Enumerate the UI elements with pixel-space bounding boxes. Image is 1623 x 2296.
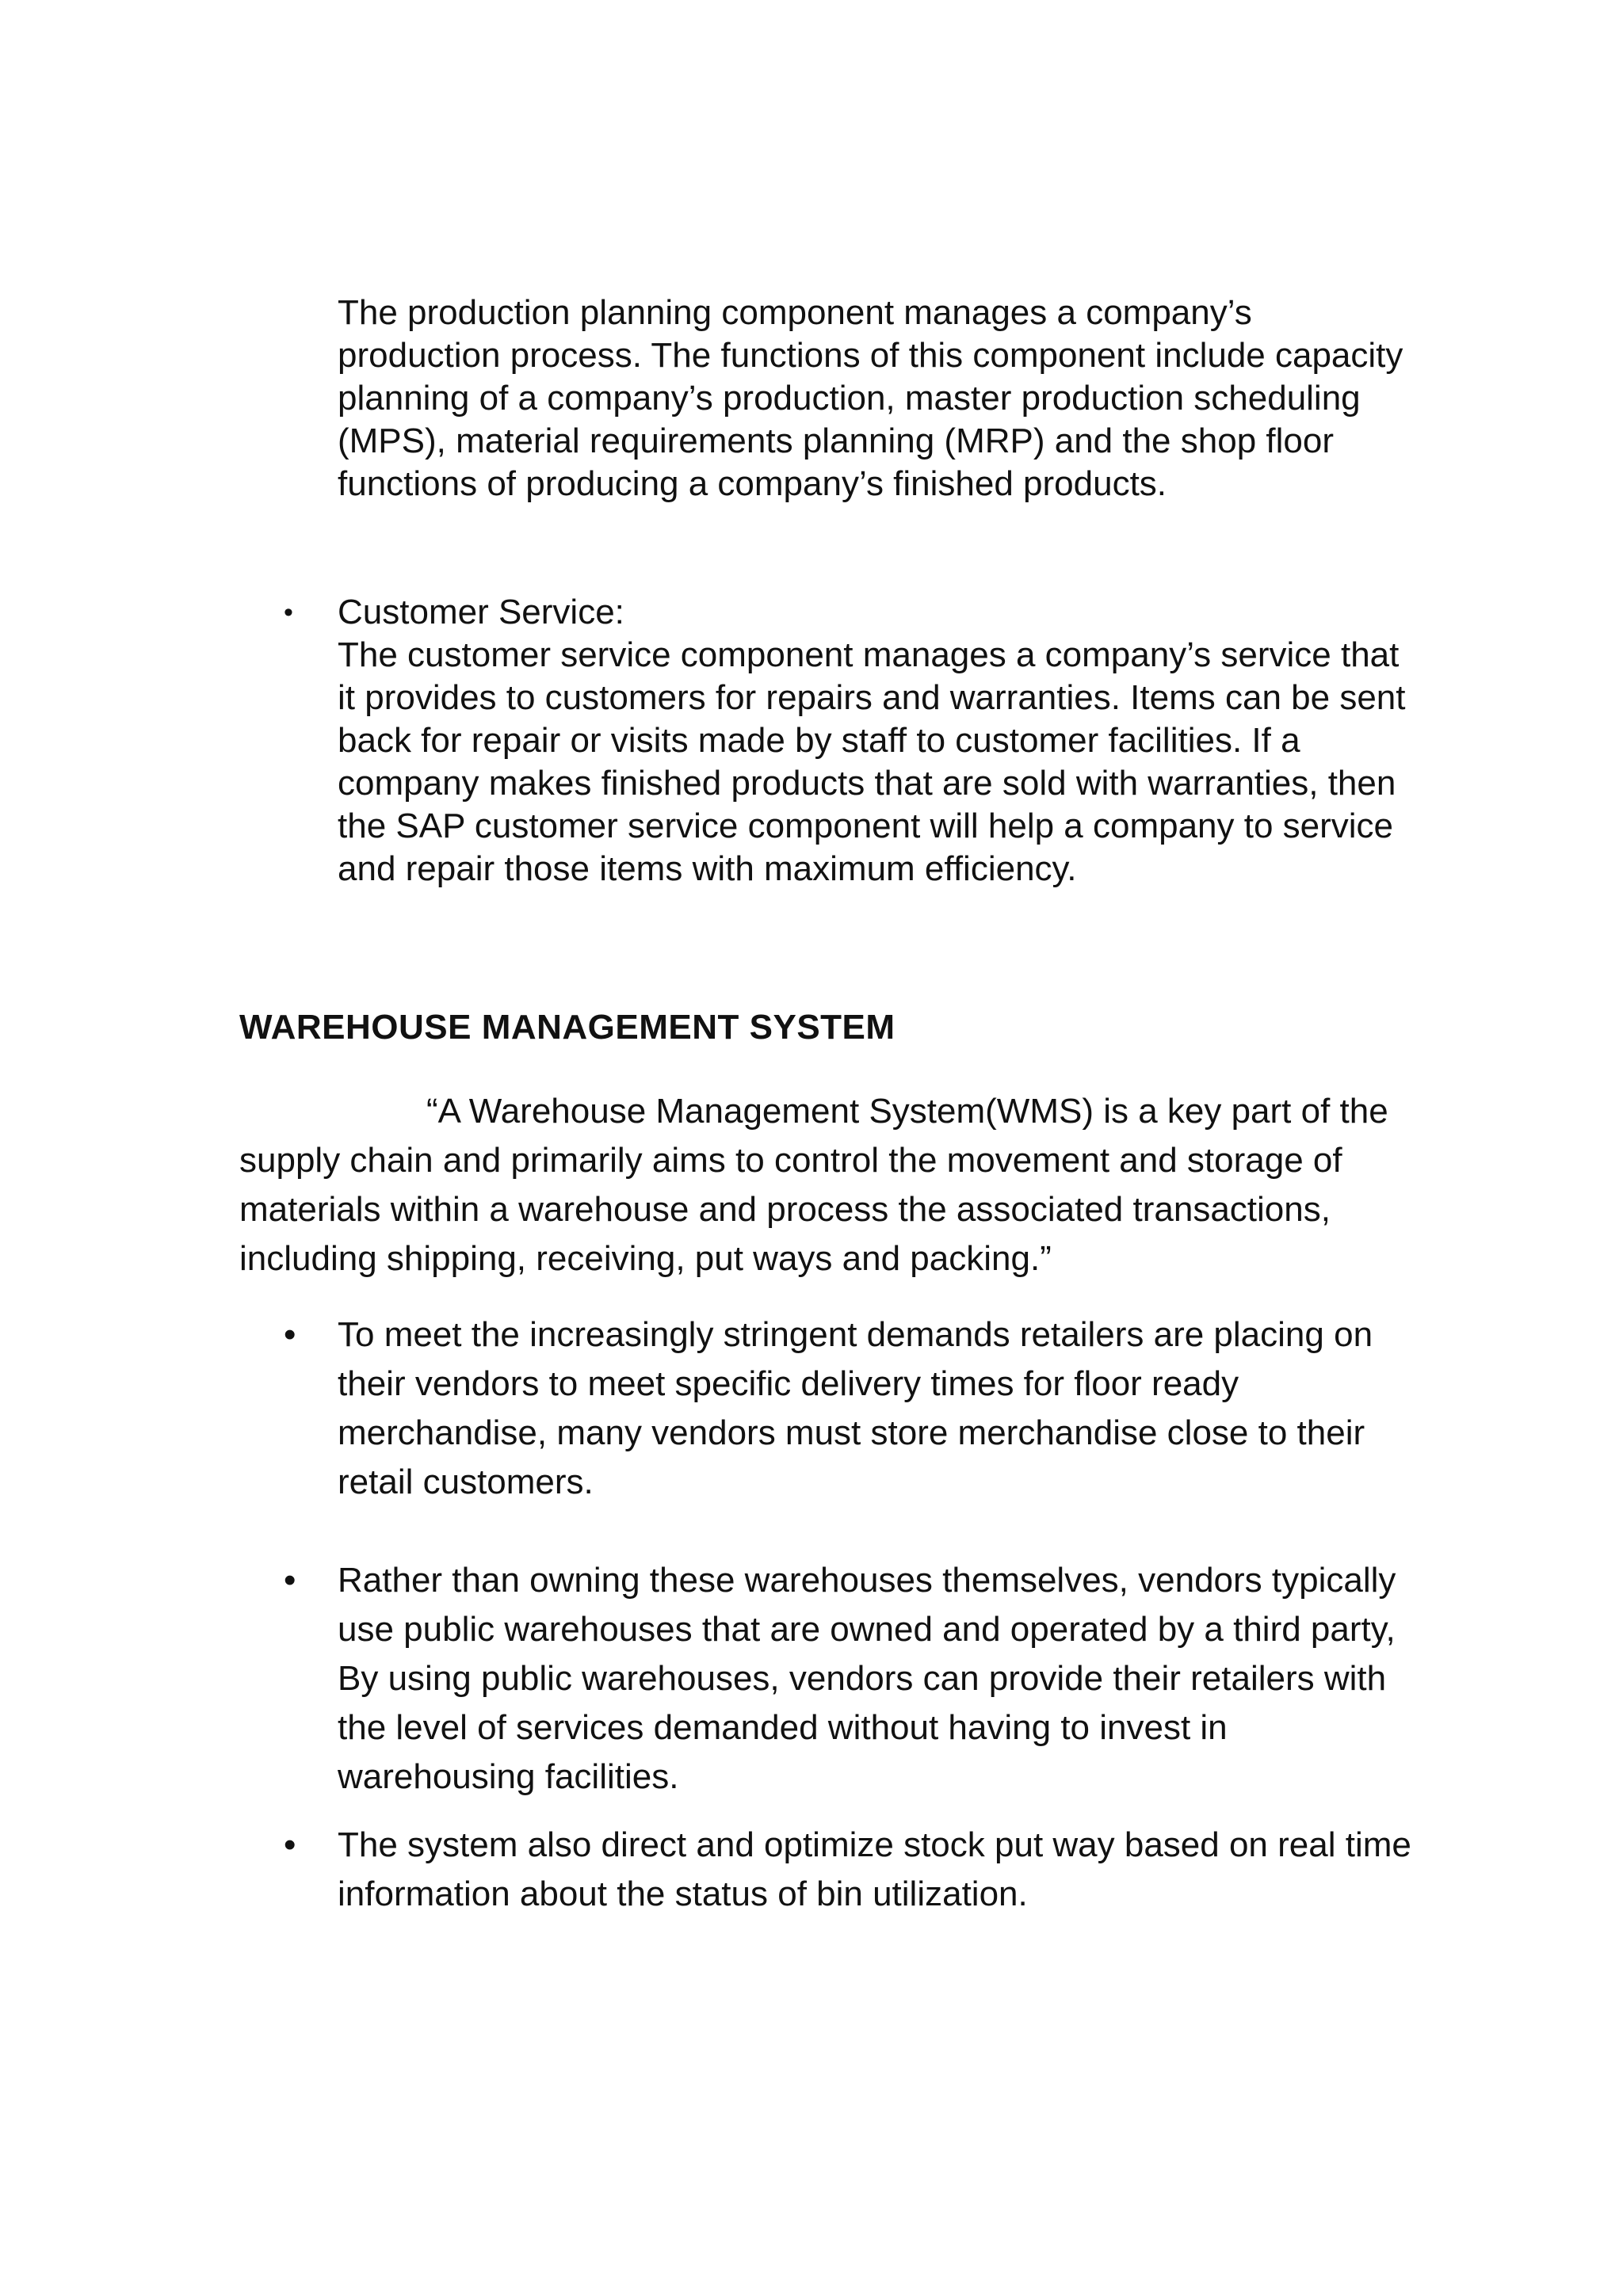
list-item-text: Rather than owning these warehouses themselves, vendors typically use public warehouses that are owned and operated by a third party, By using public warehouses, vendors can provide their retailers with the level of services demanded without having to invest in warehousing facilities. [338, 1561, 1396, 1796]
wms-definition-quote: “A Warehouse Management System(WMS) is a key part of the supply chain and primarily aims to control the movement and storage of materials within a warehouse and process the associated transactions, including shipping, receiving, put ways and packing.” [239, 1092, 1388, 1278]
customer-service-bullet: • [284, 597, 293, 627]
production-planning-paragraph: The production planning component manages a company’s production process. The functions of this component include capacity planning of a company’s production, master production scheduling (MPS), material requirements planning (MRP) and the shop floor functions of producing a company’s finished products. [338, 293, 1403, 503]
bullet-marker: • [284, 1315, 296, 1354]
list-item [284, 1821, 1423, 1919]
wms-heading: WAREHOUSE MANAGEMENT SYSTEM [239, 1008, 896, 1047]
list-item-text: The system also direct and optimize stock put way based on real time information about the status of bin utilization. [338, 1825, 1411, 1913]
bullet-marker: • [284, 1825, 296, 1864]
list-item [284, 1310, 1423, 1507]
list-item [284, 1556, 1423, 1802]
bullet-marker: • [284, 1561, 296, 1600]
list-item-text: To meet the increasingly stringent demands retailers are placing on their vendors to meet specific delivery times for floor ready merchandise, many vendors must store merchandise close to their retail customers. [338, 1315, 1373, 1501]
customer-service-paragraph: The customer service component manages a company’s service that it provides to customers for repairs and warranties. Items can be sent back for repair or visits made by staff to customer facilities. If a company makes finished products that are sold with warranties, then the SAP customer service component will help a company to service and repair those items with maximum efficiency. [338, 635, 1406, 888]
customer-service-title: Customer Service: [338, 593, 624, 631]
